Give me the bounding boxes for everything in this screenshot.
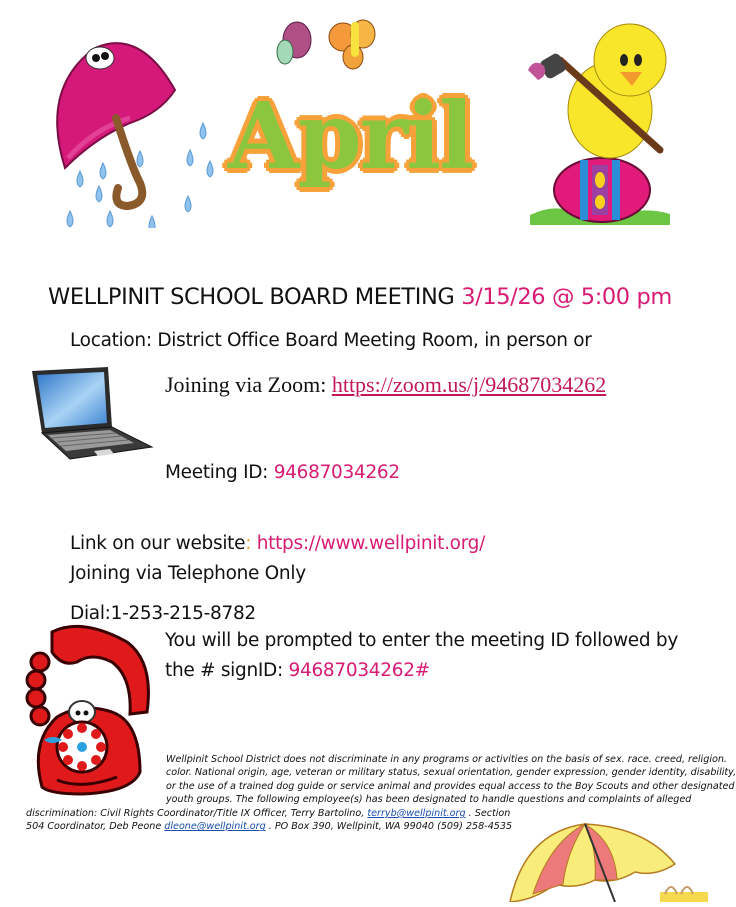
beach-umbrella-icon [505, 822, 736, 902]
zoom-line [165, 372, 606, 398]
dial-number: Dial:1-253-215-8782 [70, 603, 256, 624]
prompt-id-value: 94687034262# [288, 660, 430, 681]
legal-line-6-tail: . PO Box 390, Wellpinit, WA 99040 (509) 258-4535 [265, 821, 513, 833]
butterfly-icon [255, 12, 385, 92]
chick-easter-egg-clipart [520, 20, 680, 230]
nondiscrimination-contacts [26, 807, 512, 834]
meeting-title: WELLPINIT SCHOOL BOARD MEETING [48, 284, 455, 310]
website-link[interactable]: https://www.wellpinit.org/ [256, 533, 486, 554]
legal-line-2: color. National origin, age, veteran or military status, sexual orientation, gender expression, gender identity, disability, [166, 767, 736, 779]
beach-umbrella-clipart [505, 822, 736, 902]
legal-line-5-tail: . Section [465, 808, 511, 819]
umbrella-rain-clipart [40, 18, 240, 228]
legal-line-6-text: 504 Coordinator, Deb Peone [26, 821, 165, 833]
legal-line-5 [26, 807, 512, 820]
zoom-label: Joining via Zoom: [165, 372, 332, 397]
legal-line-4: youth groups. The following employee(s) has been designated to handle questions and complaints of alleged [166, 794, 692, 806]
website-label: Link on our website [70, 533, 246, 554]
prompt-line-2 [165, 660, 430, 681]
umbrella-icon [40, 18, 240, 228]
legal-line-5-text: discrimination: Civil Rights Coordinator/Title IX Officer, Terry Bartolino, [26, 808, 368, 819]
dleone-email-link[interactable]: dleone@wellpinit.org [164, 821, 266, 833]
meeting-title-line [48, 284, 672, 310]
legal-line-6 [26, 820, 512, 833]
prompt-id-label: the # signID: [165, 660, 289, 681]
prompt-line-1: You will be prompted to enter the meeting ID followed by [165, 630, 678, 651]
telephone-icon [22, 622, 157, 797]
laptop-icon [30, 365, 155, 460]
meeting-id-value: 94687034262 [273, 462, 400, 483]
telephone-heading: Joining via Telephone Only [70, 563, 306, 584]
zoom-link[interactable]: https://zoom.us/j/94687034262 [331, 372, 607, 397]
terryb-email-link[interactable]: terryb@wellpinit.org [367, 808, 466, 819]
butterflies-clipart [255, 12, 385, 92]
laptop-clipart [30, 365, 155, 460]
meeting-location: Location: District Office Board Meeting Room, in person or [70, 330, 592, 351]
meeting-datetime: 3/15/26 @ 5:00 pm [461, 284, 672, 310]
legal-line-3: or the use of a trained dog guide or service animal and provides equal access to the Boy Scouts and other designated [166, 780, 735, 792]
website-colon: : [245, 533, 257, 554]
telephone-clipart [22, 622, 157, 797]
april-banner: April [228, 82, 473, 190]
chick-icon [520, 20, 680, 230]
website-line [70, 533, 485, 554]
meeting-id-label: Meeting ID: [165, 462, 274, 483]
nondiscrimination-notice [166, 753, 736, 807]
meeting-id-line [165, 462, 400, 483]
legal-line-1: Wellpinit School District does not discriminate in any programs or activities on the basis of sex. race. creed, religion. [166, 754, 727, 765]
